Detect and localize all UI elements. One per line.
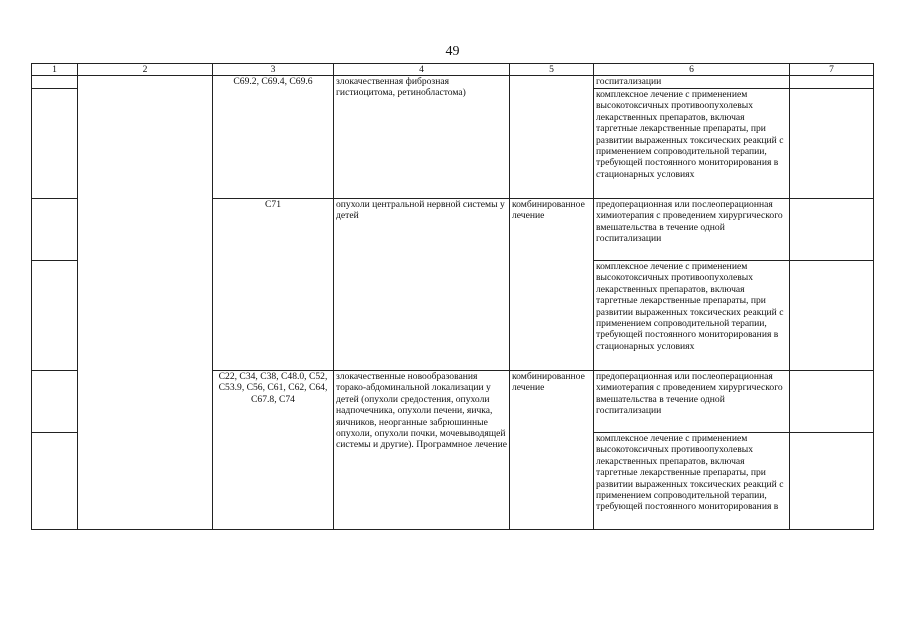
procedures-table [31, 63, 874, 530]
treatment-method-cell: комплексное лечение с применением высокотоксичных противоопухолевых лекарственных препаратов, включая таргетные лекарственные препараты, при развитии выраженных токсических реакций с применением сопроводительной терапии, требующей постоянного мониторирования в стационарных условиях [594, 89, 790, 199]
cell-col1 [32, 199, 78, 261]
col-header-3: 3 [213, 64, 334, 76]
cell-col7 [790, 261, 874, 371]
cell-col1 [32, 371, 78, 433]
cell-col7 [790, 199, 874, 261]
cell-col7 [790, 371, 874, 433]
icd-codes-cell: C22, C34, C38, C48.0, C52, C53.9, C56, C61, C62, C64, C67.8, C74 [213, 371, 334, 530]
treatment-method-cell: предоперационная или послеоперационная химиотерапия с проведением хирургического вмешательства в течение одной госпитализации [594, 371, 790, 433]
cell-col1 [32, 433, 78, 530]
cell-col2 [78, 76, 213, 530]
page-number: 49 [445, 44, 460, 59]
col-header-7: 7 [790, 64, 874, 76]
treatment-method-cell: комплексное лечение с применением высокотоксичных противоопухолевых лекарственных препаратов, включая таргетные лекарственные препараты, при развитии выраженных токсических реакций с применением сопроводительной терапии, требующей постоянного мониторирования в [594, 433, 790, 530]
diagnosis-cell: злокачественная фиброзная гистиоцитома, ретинобластома) [334, 76, 510, 199]
table-row [32, 76, 874, 89]
treatment-type-cell [510, 76, 594, 199]
treatment-method-cell: госпитализации [594, 76, 790, 89]
icd-codes-cell: C69.2, C69.4, C69.6 [213, 76, 334, 199]
col-header-1: 1 [32, 64, 78, 76]
treatment-type-cell: комбинированное лечение [510, 371, 594, 530]
cell-col7 [790, 433, 874, 530]
cell-col1 [32, 89, 78, 199]
col-header-5: 5 [510, 64, 594, 76]
cell-col1 [32, 76, 78, 89]
cell-col7 [790, 89, 874, 199]
cell-col7 [790, 76, 874, 89]
treatment-method-cell: предоперационная или послеоперационная химиотерапия с проведением хирургического вмешательства в течение одной госпитализации [594, 199, 790, 261]
col-header-4: 4 [334, 64, 510, 76]
diagnosis-cell: опухоли центральной нервной системы у детей [334, 199, 510, 371]
treatment-method-cell: комплексное лечение с применением высокотоксичных противоопухолевых лекарственных препаратов, включая таргетные лекарственные препараты, при развитии выраженных токсических реакций с применением сопроводительной терапии, требующей постоянного мониторирования в стационарных условиях [594, 261, 790, 371]
col-header-6: 6 [594, 64, 790, 76]
diagnosis-cell: злокачественные новообразования торако-абдоминальной локализации у детей (опухоли средостения, опухоли надпочечника, опухоли печени, яичка, яичников, неорганные забрюшинные опухоли, опухоли почки, мочевыводящей системы и другие). Программное лечение [334, 371, 510, 530]
cell-col1 [32, 261, 78, 371]
icd-codes-cell: C71 [213, 199, 334, 371]
col-header-2: 2 [78, 64, 213, 76]
column-numbers-row [32, 64, 874, 76]
treatment-type-cell: комбинированное лечение [510, 199, 594, 371]
